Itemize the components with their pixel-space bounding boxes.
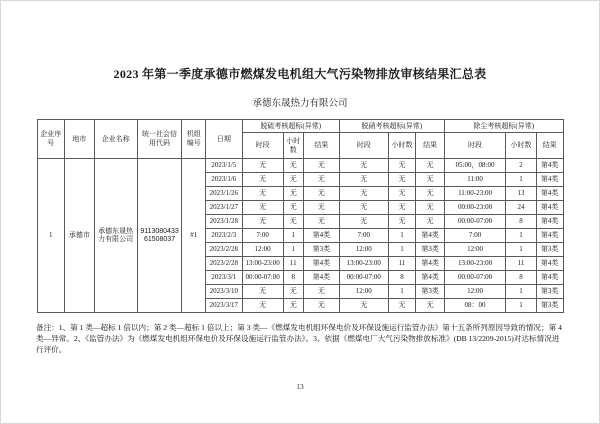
data-cell: 无 — [388, 215, 416, 229]
data-cell: 无 — [242, 201, 283, 215]
data-cell: 24 — [506, 201, 537, 215]
col-header-result: 结果 — [303, 133, 339, 159]
data-cell: 第4类 — [303, 229, 339, 243]
data-cell: 1 — [283, 229, 303, 243]
unit-no-cell: #1 — [182, 159, 205, 313]
data-cell: 无 — [388, 159, 416, 173]
data-cell: 第4类 — [536, 215, 563, 229]
data-cell: 13:00-23:00 — [444, 257, 505, 271]
col-header-hours: 小时数 — [283, 133, 303, 159]
data-cell: 无 — [283, 187, 303, 201]
data-cell: 第4类 — [536, 201, 563, 215]
data-cell: 无 — [303, 159, 339, 173]
date-cell: 2023/1/26 — [205, 187, 242, 201]
date-cell: 2023/3/17 — [205, 299, 242, 313]
data-cell: 第3类 — [303, 243, 339, 257]
enterprise-seq-cell: 1 — [37, 159, 65, 313]
data-cell: 08：00 — [444, 299, 505, 313]
data-cell: 7:00 — [339, 229, 388, 243]
data-cell: 无 — [283, 159, 303, 173]
page-number: 13 — [296, 382, 304, 391]
data-cell: 无 — [416, 201, 445, 215]
city-cell: 承德市 — [65, 159, 95, 313]
data-cell: 无 — [303, 285, 339, 299]
data-cell: 无 — [416, 299, 445, 313]
data-cell: 第3类 — [416, 243, 445, 257]
data-cell: 无 — [388, 201, 416, 215]
data-cell: 1 — [506, 173, 537, 187]
data-cell: 1 — [388, 285, 416, 299]
data-cell: 8 — [506, 271, 537, 285]
data-cell: 无 — [303, 187, 339, 201]
data-cell: 无 — [339, 173, 388, 187]
data-cell: 11 — [506, 257, 537, 271]
data-cell: 00:00-23:00 — [444, 201, 505, 215]
company-name-cell: 承德东晟热力有限公司 — [94, 159, 137, 313]
data-cell: 第4类 — [416, 229, 445, 243]
date-cell: 2023/1/27 — [205, 201, 242, 215]
data-cell: 7:00 — [242, 229, 283, 243]
data-cell: 第4类 — [536, 187, 563, 201]
data-cell: 8 — [283, 271, 303, 285]
col-header-period: 时段 — [242, 133, 283, 159]
data-cell: 无 — [416, 215, 445, 229]
data-cell: 第3类 — [536, 243, 563, 257]
footnote-remarks: 备注：1、第 1 类—超标 1 倍以内；第 2 类—超标 1 倍以上；第 3 类—《燃煤发电机组环保电价及环保设施运行监管办法》第十五条所列原因导致的情况；第 4 类—异常。2、《监管办法》为《燃煤发电机组环保电价及环保设施运行监管办法》。3、依据《燃煤电厂大气污染物排放标准》(DB 13/2209-2015)对达标情况进行评价。 — [36, 323, 562, 355]
data-cell: 12:00 — [339, 243, 388, 257]
page-title: 2023 年第一季度承德市燃煤发电机组大气污染物排放审核结果汇总表 — [113, 67, 487, 81]
data-cell: 无 — [339, 201, 388, 215]
data-cell: 第4类 — [303, 271, 339, 285]
table-row — [37, 159, 563, 173]
data-cell: 13:00-23:00 — [242, 257, 283, 271]
col-group-denitration: 脱硝考核超标(异常) — [339, 120, 444, 133]
date-cell: 2023/1/28 — [205, 215, 242, 229]
col-header-enterprise-seq: 企业序号 — [37, 120, 65, 159]
data-cell: 11:00-23:00 — [444, 187, 505, 201]
col-header-hours: 小时数 — [506, 133, 537, 159]
col-header-company-name: 企业名称 — [94, 120, 137, 159]
table-header-group-row — [37, 120, 563, 133]
data-cell: 无 — [242, 285, 283, 299]
data-cell: 第4类 — [536, 229, 563, 243]
data-cell: 无 — [388, 187, 416, 201]
data-cell: 第4类 — [416, 271, 445, 285]
data-cell: 无 — [242, 187, 283, 201]
data-cell: 8 — [388, 271, 416, 285]
data-cell: 1 — [506, 299, 537, 313]
date-cell: 2023/2/28 — [205, 243, 242, 257]
data-cell: 1 — [388, 229, 416, 243]
data-cell: 8 — [506, 215, 537, 229]
data-cell: 无 — [339, 159, 388, 173]
data-cell: 无 — [283, 201, 303, 215]
data-cell: 05:00，08:00 — [444, 159, 505, 173]
data-cell: 1 — [506, 285, 537, 299]
col-header-result: 结果 — [416, 133, 445, 159]
data-cell: 7:00 — [444, 229, 505, 243]
data-cell: 无 — [242, 159, 283, 173]
col-group-desulfurization: 脱硫考核超标(异常) — [242, 120, 339, 133]
data-cell: 第4类 — [303, 257, 339, 271]
data-cell: 第3类 — [536, 285, 563, 299]
date-cell: 2023/2/28 — [205, 257, 242, 271]
data-cell: 无 — [303, 299, 339, 313]
credit-code-cell: 911308043361508037 — [137, 159, 182, 313]
data-cell: 无 — [416, 173, 445, 187]
date-cell: 2023/2/3 — [205, 229, 242, 243]
summary-table-body — [37, 159, 563, 313]
data-cell: 无 — [283, 173, 303, 187]
data-cell: 无 — [242, 215, 283, 229]
data-cell: 1 — [506, 229, 537, 243]
data-cell: 第4类 — [536, 173, 563, 187]
data-cell: 无 — [416, 159, 445, 173]
data-cell: 11:00 — [444, 173, 505, 187]
col-group-dust-removal: 除尘考核超标(异常) — [444, 120, 563, 133]
date-cell: 2023/1/6 — [205, 173, 242, 187]
col-header-period: 时段 — [339, 133, 388, 159]
data-cell: 第3类 — [536, 299, 563, 313]
data-cell: 00:00-07:00 — [444, 215, 505, 229]
data-cell: 无 — [388, 299, 416, 313]
data-cell: 13 — [506, 187, 537, 201]
date-cell: 2023/3/10 — [205, 285, 242, 299]
data-cell: 无 — [242, 173, 283, 187]
data-cell: 12:00 — [444, 243, 505, 257]
col-header-period: 时段 — [444, 133, 505, 159]
data-cell: 无 — [339, 299, 388, 313]
col-header-hours: 小时数 — [388, 133, 416, 159]
data-cell: 无 — [303, 173, 339, 187]
data-cell: 无 — [416, 187, 445, 201]
data-cell: 12:00 — [339, 285, 388, 299]
data-cell: 无 — [283, 299, 303, 313]
data-cell: 1 — [388, 243, 416, 257]
data-cell: 无 — [388, 173, 416, 187]
col-header-city: 地市 — [65, 120, 95, 159]
data-cell: 无 — [339, 215, 388, 229]
summary-table — [37, 119, 564, 313]
data-cell: 00:00-07:00 — [444, 271, 505, 285]
col-header-date: 日期 — [205, 120, 242, 159]
data-cell: 12:00 — [444, 285, 505, 299]
data-cell: 第4类 — [536, 257, 563, 271]
date-cell: 2023/1/5 — [205, 159, 242, 173]
col-header-result: 结果 — [536, 133, 563, 159]
data-cell: 无 — [283, 215, 303, 229]
data-cell: 00:00-07:00 — [339, 271, 388, 285]
data-cell: 13:00-23:00 — [339, 257, 388, 271]
data-cell: 00:00-07:00 — [242, 271, 283, 285]
data-cell: 第4类 — [536, 271, 563, 285]
data-cell: 无 — [303, 201, 339, 215]
data-cell: 无 — [242, 299, 283, 313]
data-cell: 2 — [506, 159, 537, 173]
data-cell: 无 — [339, 187, 388, 201]
data-cell: 第4类 — [536, 159, 563, 173]
data-cell: 第4类 — [416, 257, 445, 271]
data-cell: 无 — [283, 285, 303, 299]
data-cell: 第3类 — [416, 285, 445, 299]
data-cell: 11 — [388, 257, 416, 271]
date-cell: 2023/3/1 — [205, 271, 242, 285]
data-cell: 11 — [283, 257, 303, 271]
data-cell: 12:00 — [242, 243, 283, 257]
company-subtitle: 承德东晟热力有限公司 — [252, 99, 348, 109]
col-header-credit-code: 统一社会信用代码 — [137, 120, 182, 159]
col-header-unit-no: 机组编号 — [182, 120, 205, 159]
data-cell: 1 — [283, 243, 303, 257]
data-cell: 1 — [506, 243, 537, 257]
data-cell: 无 — [303, 215, 339, 229]
